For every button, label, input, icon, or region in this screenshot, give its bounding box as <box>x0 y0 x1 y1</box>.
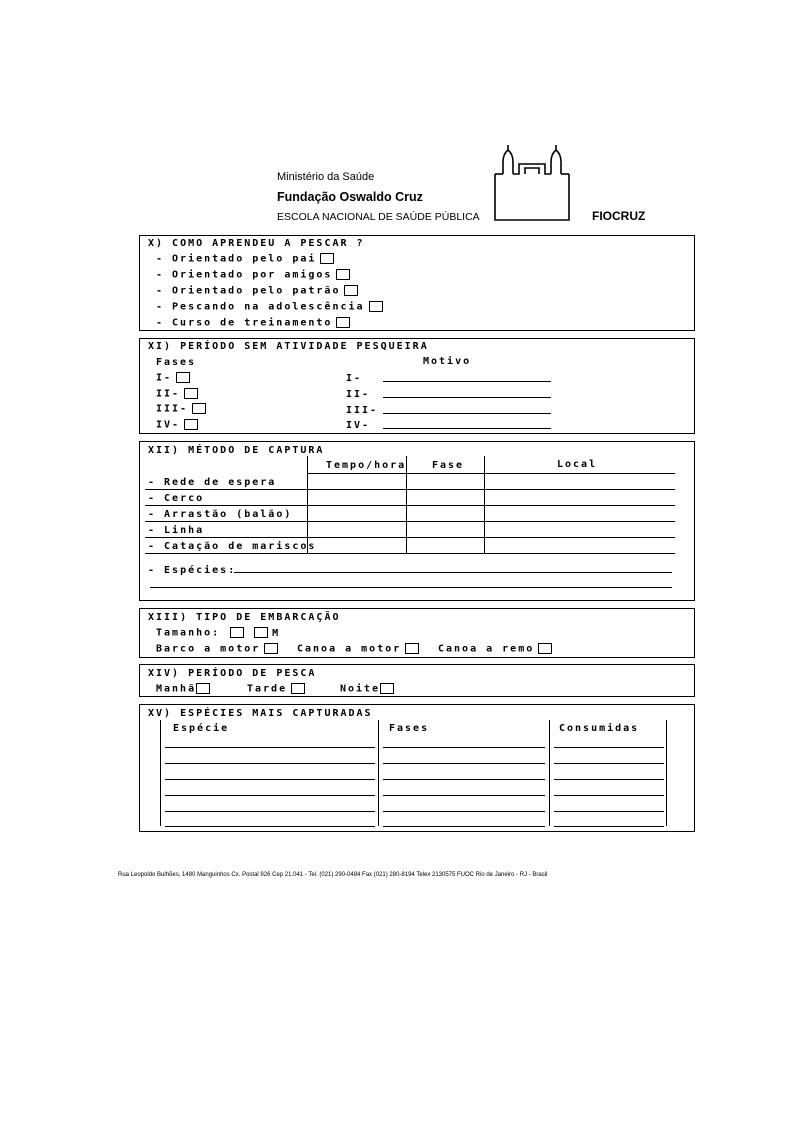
checkbox-night[interactable] <box>380 683 394 694</box>
checkbox-canoe-motor[interactable] <box>405 643 419 654</box>
section-boat-title: XIII) TIPO DE EMBARCAÇÃO <box>148 612 341 623</box>
brand-name: FIOCRUZ <box>592 209 646 223</box>
phase-row-3: III- <box>156 403 206 415</box>
grid-line <box>145 521 675 522</box>
species-entry[interactable] <box>165 826 375 827</box>
motive-label-1: I- <box>346 373 363 384</box>
grid-line <box>666 720 667 826</box>
method-siege: - Cerco <box>148 493 205 504</box>
checkbox-friends[interactable] <box>336 269 350 280</box>
motive-label-4: IV- <box>346 420 371 431</box>
checkbox-phase-2[interactable] <box>184 388 198 399</box>
motive-label-2: II- <box>346 389 371 400</box>
period-afternoon: Tarde <box>247 683 305 695</box>
grid-line <box>160 720 161 826</box>
section-capture-title: XII) MÉTODO DE CAPTURA <box>148 445 325 456</box>
species-field-2[interactable] <box>150 587 672 588</box>
school-name: ESCOLA NACIONAL DE SAÚDE PÚBLICA <box>277 211 480 223</box>
col-consumed-header: Consumidas <box>559 723 640 734</box>
motive-field-4[interactable] <box>383 428 551 429</box>
species-field-1[interactable] <box>234 572 672 573</box>
phases-entry[interactable] <box>383 811 545 812</box>
option-father: - Orientado pelo pai <box>156 253 334 265</box>
checkbox-training[interactable] <box>336 317 350 328</box>
boat-motor-option: Barco a motor <box>156 643 278 655</box>
consumed-entry[interactable] <box>554 763 664 764</box>
checkbox-adolescence[interactable] <box>369 301 383 312</box>
species-entry[interactable] <box>165 763 375 764</box>
period-morning: Manhã <box>156 683 210 695</box>
motive-header: Motivo <box>423 356 472 367</box>
species-entry[interactable] <box>165 811 375 812</box>
checkbox-size-2[interactable] <box>254 627 268 638</box>
period-night: Noite <box>340 683 394 695</box>
checkbox-boat-motor[interactable] <box>264 643 278 654</box>
species-entry[interactable] <box>165 795 375 796</box>
col-phase-header: Fase <box>432 460 465 471</box>
col-place-header: Local <box>557 459 598 470</box>
col-time-header: Tempo/hora <box>326 460 407 471</box>
option-friends: - Orientado por amigos <box>156 269 350 281</box>
phases-entry[interactable] <box>383 779 545 780</box>
method-line: - Linha <box>148 525 205 536</box>
section-inactive-period <box>139 338 695 434</box>
boat-size-row: Tamanho: M <box>156 627 281 639</box>
phase-row-2: II- <box>156 388 198 400</box>
method-trawl: - Arrastão (balão) <box>148 509 293 520</box>
foundation-name: Fundação Oswaldo Cruz <box>277 190 423 204</box>
option-boss: - Orientado pelo patrão <box>156 285 358 297</box>
method-shellfish: - Catação de mariscos <box>148 541 317 552</box>
col-phases-header: Fases <box>389 723 430 734</box>
motive-field-3[interactable] <box>383 413 551 414</box>
section-period-title: XIV) PERÍODO DE PESCA <box>148 668 317 679</box>
phases-entry[interactable] <box>383 826 545 827</box>
section-inactive-title: XI) PERÍODO SEM ATIVIDADE PESQUEIRA <box>148 341 429 352</box>
phases-entry[interactable] <box>383 795 545 796</box>
phases-entry[interactable] <box>383 747 545 748</box>
checkbox-phase-3[interactable] <box>192 403 206 414</box>
checkbox-phase-1[interactable] <box>176 372 190 383</box>
grid-line <box>549 720 550 826</box>
species-entry[interactable] <box>165 779 375 780</box>
grid-line <box>145 537 675 538</box>
checkbox-size-1[interactable] <box>230 627 244 638</box>
consumed-entry[interactable] <box>554 795 664 796</box>
species-entry[interactable] <box>165 747 375 748</box>
option-adolescence: - Pescando na adolescência <box>156 301 383 313</box>
checkbox-boss[interactable] <box>344 285 358 296</box>
fiocruz-castle-logo-icon <box>493 144 573 222</box>
consumed-entry[interactable] <box>554 779 664 780</box>
checkbox-afternoon[interactable] <box>291 683 305 694</box>
checkbox-phase-4[interactable] <box>184 419 198 430</box>
phases-entry[interactable] <box>383 763 545 764</box>
motive-field-2[interactable] <box>383 397 551 398</box>
ministry-name: Ministério da Saúde <box>277 171 375 183</box>
motive-field-1[interactable] <box>383 381 551 382</box>
canoe-motor-option: Canoa a motor <box>297 643 419 655</box>
col-species-header: Espécie <box>173 723 230 734</box>
option-training: - Curso de treinamento <box>156 317 350 329</box>
grid-line <box>307 473 675 474</box>
species-label: - Espécies: <box>148 565 237 576</box>
phase-row-1: I- <box>156 372 190 384</box>
canoe-oar-option: Canoa a remo <box>438 643 552 655</box>
phase-row-4: IV- <box>156 419 198 431</box>
grid-line <box>145 553 675 554</box>
checkbox-canoe-oar[interactable] <box>538 643 552 654</box>
footer-address: Rua Leopoldo Bulhões, 1480 Manguinhos Cx. Postal 926 Cep 21.041 - Tel. (021) 290-0484 Fax (021) 280-8194 Telex 2130575 FUOC Rio de Janeiro - RJ - Brasil <box>118 872 548 878</box>
motive-label-3: III- <box>346 405 379 416</box>
section-species-title: XV) ESPÉCIES MAIS CAPTURADAS <box>148 708 373 719</box>
section-learning-title: X) COMO APRENDEU A PESCAR ? <box>148 238 365 249</box>
grid-line <box>145 505 675 506</box>
consumed-entry[interactable] <box>554 826 664 827</box>
checkbox-morning[interactable] <box>196 683 210 694</box>
consumed-entry[interactable] <box>554 811 664 812</box>
checkbox-father[interactable] <box>320 253 334 264</box>
phases-header: Fases <box>156 357 197 368</box>
grid-line <box>145 489 675 490</box>
grid-line <box>378 720 379 826</box>
consumed-entry[interactable] <box>554 747 664 748</box>
method-gillnet: - Rede de espera <box>148 477 277 488</box>
